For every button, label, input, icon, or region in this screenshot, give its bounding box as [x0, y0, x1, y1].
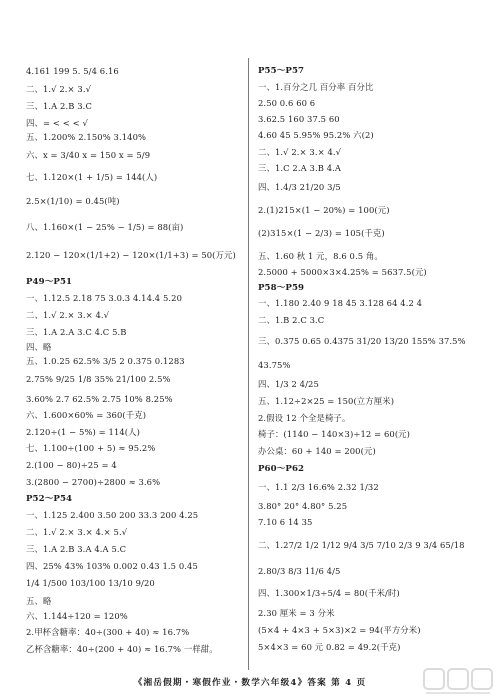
- answer-line: 5×4×3 = 60 元 0.82 = 49.2(千克): [258, 642, 401, 652]
- answer-line: 三、1.A 2.A 3.C 4.C 5.B: [26, 327, 127, 337]
- answer-line: 二、1.√ 2.× 3.× 4.√: [258, 147, 342, 157]
- answer-line: 2.(100 − 80)÷25 = 4: [26, 460, 117, 470]
- answer-line: (2)315×(1 − 2/3) = 105(千克): [258, 228, 385, 238]
- answer-line: 三、1.C 2.A 3.B 4.A: [258, 163, 342, 173]
- answer-line: 办公桌：60 + 140 = 200(元): [258, 446, 376, 456]
- section-heading: P52～P54: [26, 494, 73, 504]
- answer-line: 八、1.160×(1 − 25% − 1/5) = 88(亩): [26, 222, 184, 232]
- answer-line: 三、1.A 2.B 3.A 4.A 5.C: [26, 544, 127, 554]
- watermark-logo: [422, 666, 494, 696]
- answer-line: 3.62.5 160 37.5 60: [258, 114, 340, 124]
- answer-line: 四、= < < < √: [26, 118, 88, 128]
- answer-line: 2.30 厘米 = 3 分米: [258, 608, 335, 618]
- watermark-icon: [422, 666, 494, 696]
- answer-line: 三、0.375 0.65 0.4375 31/20 13/20 155% 37.5%: [258, 336, 466, 346]
- answer-line: 四、1.300×1/3÷5/4 = 80(千米/时): [258, 588, 400, 598]
- answer-line: 2.120 − 120×(1/1+2) − 120×(1/1+3) = 50(万元): [26, 250, 236, 260]
- answer-line: 2.120÷(1 − 5%) = 114(人): [26, 427, 141, 437]
- answer-line: 五、略: [26, 596, 52, 606]
- right-column: [258, 0, 488, 680]
- answer-line: 一、1.125 2.400 3.50 200 33.3 200 4.25: [26, 510, 199, 520]
- answer-line: 五、1.0.25 62.5% 3/5 2 0.375 0.1283: [26, 356, 185, 366]
- answer-line: 乙杯含糖率：40÷(200 + 40) ≈ 16.7% 一样甜。: [26, 644, 218, 654]
- answer-line: 一、1.12.5 2.18 75 3.0.3 4.14.4 5.20: [26, 293, 182, 303]
- answer-line: 三、1.A 2.B 3.C: [26, 101, 92, 111]
- answer-line: 二、1.27/2 1/2 1/12 9/4 3/5 7/10 2/3 9 3/4 65/18: [258, 540, 465, 550]
- answer-line: 4.60 45 5.95% 95.2% 六(2): [258, 130, 374, 140]
- answer-line: 2.(1)215×(1 − 20%) = 100(元): [258, 205, 390, 215]
- answer-line: 五、1.60 秋 1 元，8.6 0.5 角。: [258, 251, 383, 261]
- answer-line: 七、1.100÷(100 + 5) ≈ 95.2%: [26, 443, 156, 453]
- answer-line: 四、1/3 2 4/25: [258, 379, 319, 389]
- answer-line: 四、略: [26, 342, 52, 352]
- page-footer: 《湘岳假期・寒假作业・数学六年级4》答案 第 4 页: [133, 678, 367, 688]
- answer-line: (5×4 + 4×3 + 5×3)×2 = 94(平方分米): [258, 625, 421, 635]
- answer-line: 六、1.600×60% = 360(千克): [26, 410, 147, 420]
- answer-line: 五、1.200% 2.150% 3.140%: [26, 132, 147, 142]
- answer-line: 六、x = 3/40 x = 150 x = 5/9: [26, 150, 151, 160]
- answer-line: 一、1.1 2/3 16.6% 2.32 1/32: [258, 482, 379, 492]
- answer-line: 二、1.B 2.C 3.C: [258, 315, 325, 325]
- answer-line: 四、25% 43% 103% 0.002 0.43 1.5 0.45: [26, 561, 198, 571]
- answer-line: 二、1.√ 2.× 3.× 4.√: [26, 310, 110, 320]
- answer-line: 六、1.144÷120 = 120%: [26, 611, 128, 621]
- section-heading: P49～P51: [26, 277, 73, 287]
- answer-line: 2.5×(1/10) = 0.45(吨): [26, 196, 120, 206]
- answer-line: 2.50 0.6 60 6: [258, 98, 316, 108]
- answer-line: 2.75% 9/25 1/8 35% 21/100 2.5%: [26, 374, 171, 384]
- answer-line: 3.(2800 − 2700)÷2800 ≈ 3.6%: [26, 477, 161, 487]
- answer-line: 2.假设 12 个全是椅子。: [258, 413, 351, 423]
- answer-line: 五、1.12÷2×25 = 150(立方厘米): [258, 396, 395, 406]
- answer-line: 7.10 6 14 35: [258, 517, 313, 527]
- answer-line: 3.60% 2.7 62.5% 2.75 10% 8.25%: [26, 394, 173, 404]
- section-heading: P55～P57: [258, 66, 305, 76]
- answer-line: 43.75%: [258, 360, 291, 370]
- answer-line: 四、1.4/3 21/20 3/5: [258, 182, 341, 192]
- answer-line: 一、1.180 2.40 9 18 45 3.128 64 4.2 4: [258, 298, 423, 308]
- answer-line: 3.80° 20° 4.80° 5.25: [258, 501, 348, 511]
- column-divider: [248, 58, 249, 670]
- section-heading: P58～P59: [258, 283, 305, 293]
- section-heading: P60～P62: [258, 464, 305, 474]
- answer-line: 二、1.√ 2.× 3.× 4.× 5.√: [26, 527, 128, 537]
- answer-line: 2.甲杯含糖率：40÷(300 + 40) ≈ 16.7%: [26, 627, 190, 637]
- answer-line: 2.5000 + 5000×3×4.25% = 5637.5(元): [258, 267, 427, 277]
- answer-line: 1/4 1/500 103/100 13/10 9/20: [26, 578, 155, 588]
- left-column: [26, 0, 256, 680]
- answer-line: 二、1.√ 2.× 3.√: [26, 84, 92, 94]
- answer-line: 2.80/3 8/3 11/6 4/5: [258, 566, 341, 576]
- answer-line: 椅子：(1140 − 140×3)÷12 = 60(元): [258, 429, 411, 439]
- answer-line: 一、1.百分之几 百分率 百分比: [258, 82, 374, 92]
- answer-line: 七、1.120×(1 + 1/5) = 144(人): [26, 172, 158, 182]
- answer-line: 4.161 199 5. 5/4 6.16: [26, 66, 119, 76]
